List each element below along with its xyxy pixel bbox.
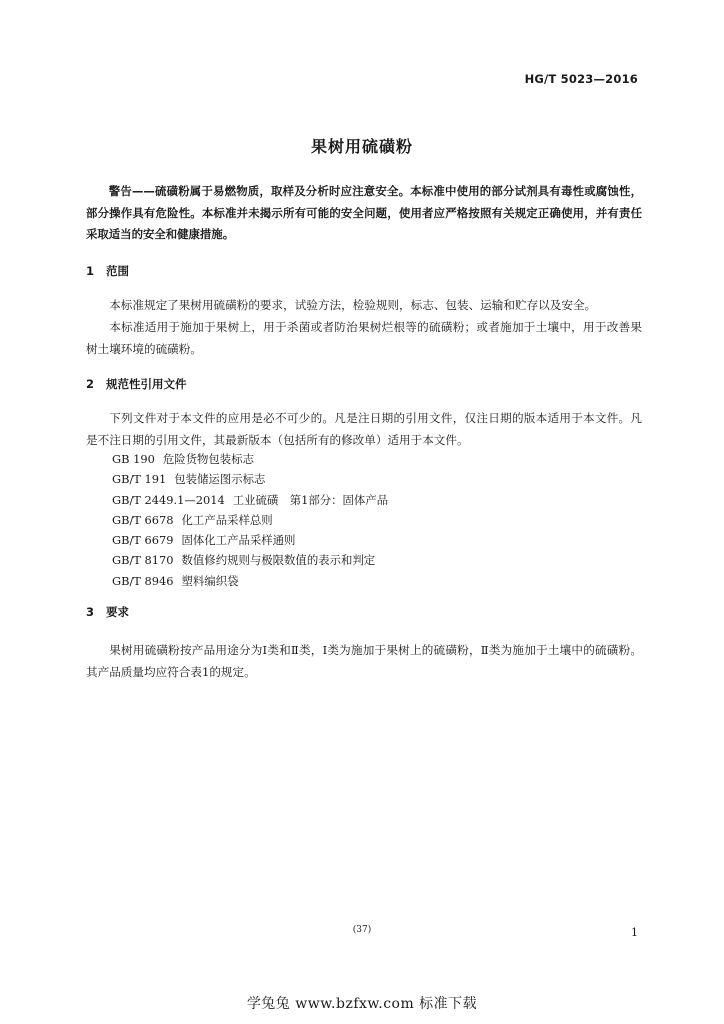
scope-paragraph-2: 本标准适用于施加于果树上，用于杀菌或者防治果树烂根等的硫磺粉；或者施加于土壤中，用于改善果树土壤环境的硫磺粉。 — [86, 320, 642, 356]
reference-code: GB/T 8170 — [112, 553, 174, 568]
reference-item — [112, 550, 388, 570]
footer-watermark: 学兔兔 www.bzfxw.com 标准下载 — [246, 996, 478, 1012]
normative-intro-text: 下列文件对于本文件的应用是必不可少的。凡是注日期的引用文件，仅注日期的版本适用于本文件。凡是不注日期的引用文件，其最新版本（包括所有的修改单）适用于本文件。 — [86, 411, 642, 447]
page-number: 1 — [631, 926, 638, 939]
reference-item — [112, 571, 388, 591]
scope-body — [86, 294, 642, 360]
scope-paragraph-1: 本标准规定了果树用硫磺粉的要求，试验方法，检验规则，标志、包装、运输和贮存以及安全。 — [109, 298, 597, 312]
reference-item — [112, 490, 388, 510]
reference-item — [112, 449, 388, 469]
section-title: 范围 — [106, 264, 129, 278]
reference-item — [112, 510, 388, 530]
reference-name: 包装储运图示标志 — [174, 472, 266, 487]
reference-code: GB/T 6678 — [112, 512, 174, 527]
document-title: 果树用硫磺粉 — [310, 137, 413, 156]
reference-list — [112, 449, 388, 591]
reference-code: GB/T 2449.1—2014 — [112, 492, 225, 507]
section-heading-requirements — [86, 604, 129, 620]
reference-item — [112, 469, 388, 489]
reference-code: GB/T 8946 — [112, 573, 174, 588]
requirements-paragraph: 果树用硫磺粉按产品用途分为Ⅰ类和Ⅱ类，Ⅰ类为施加于果树上的硫磺粉，Ⅱ类为施加于土壤中的硫磺粉。其产品质量均应符合表1的规定。 — [86, 643, 642, 679]
reference-name: 化工产品采样总则 — [181, 512, 273, 527]
page-sequence-number: (37) — [352, 925, 372, 935]
reference-name: 塑料编织袋 — [181, 573, 239, 588]
reference-item — [112, 530, 388, 550]
reference-name: 固体化工产品采样通则 — [181, 533, 296, 548]
reference-code: GB/T 6679 — [112, 533, 174, 548]
section-heading-normative — [86, 376, 187, 392]
standard-code: HG/T 5023—2016 — [524, 72, 638, 86]
warning-paragraph — [86, 181, 642, 246]
section-number: 1 — [86, 264, 95, 278]
reference-name: 工业硫磺 第1部分：固体产品 — [232, 492, 389, 507]
warning-text: 警告——硫磺粉属于易燃物质，取样及分析时应注意安全。本标准中使用的部分试剂具有毒性或腐蚀性，部分操作具有危险性。本标准并未揭示所有可能的安全问题，使用者应严格按照有关规定正确使用，并有责任采取适当的安全和健康措施。 — [86, 184, 642, 241]
section-heading-scope — [86, 263, 129, 279]
reference-code: GB/T 191 — [112, 472, 167, 487]
reference-name: 数值修约规则与极限数值的表示和判定 — [181, 553, 376, 568]
normative-intro — [86, 407, 642, 451]
requirements-body — [86, 639, 642, 683]
section-title: 规范性引用文件 — [106, 377, 187, 391]
section-number: 2 — [86, 377, 95, 391]
section-title: 要求 — [106, 605, 129, 619]
reference-code: GB 190 — [112, 452, 155, 466]
section-number: 3 — [86, 605, 95, 619]
reference-name: 危险货物包装标志 — [162, 452, 254, 466]
